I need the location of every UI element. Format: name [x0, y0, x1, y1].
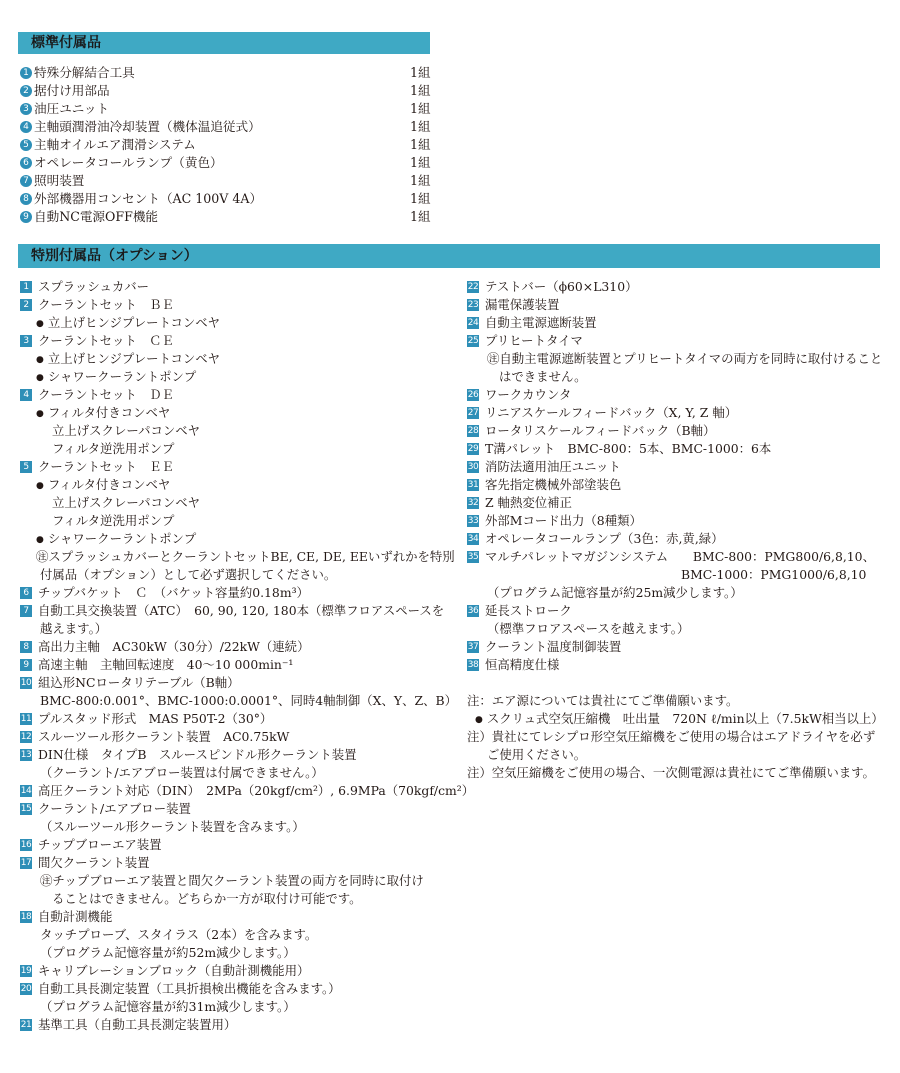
option-item — [467, 422, 887, 440]
number-badge: 28 — [467, 425, 479, 436]
option-item — [467, 656, 887, 674]
list-item — [20, 82, 432, 100]
option-text: チップバケット Ｃ （バケット容量約0.18m³） — [38, 585, 309, 600]
option-detail-line — [467, 674, 887, 692]
option-item — [20, 710, 440, 728]
option-detail-line — [20, 566, 440, 584]
option-item — [20, 458, 440, 476]
option-text: チップブローエア装置 — [38, 837, 162, 852]
option-item — [20, 746, 440, 764]
item-label: 外部機器用コンセント（AC 100V 4A） — [34, 191, 263, 206]
option-text: 自動主電源遮断装置 — [485, 315, 597, 330]
option-detail-line — [20, 512, 440, 530]
option-detail-line — [20, 530, 440, 548]
number-badge: 22 — [467, 281, 479, 292]
option-detail-line — [467, 728, 887, 746]
option-item — [467, 296, 887, 314]
option-item — [467, 602, 887, 620]
option-item — [20, 836, 440, 854]
number-badge: 37 — [467, 641, 479, 652]
option-item — [467, 638, 887, 656]
option-text: 外部Mコード出力（8種類） — [485, 513, 642, 528]
option-text: ● 立上げヒンジプレートコンベヤ — [36, 351, 220, 366]
number-badge: 13 — [20, 749, 32, 760]
item-label: 油圧ユニット — [34, 101, 110, 116]
item-quantity: 1組 — [410, 209, 431, 224]
option-item — [20, 332, 440, 350]
option-text: 注：エア源については貴社にてご準備願います。 — [467, 693, 739, 708]
number-badge: 12 — [20, 731, 32, 742]
option-item — [467, 440, 887, 458]
option-text: ㊟スプラッシュカバーとクーラントセットBE, CE, DE, EEいずれかを特別 — [36, 549, 455, 564]
option-item — [467, 458, 887, 476]
list-item — [20, 100, 432, 118]
option-item — [20, 854, 440, 872]
number-badge: 5 — [20, 461, 32, 473]
item-label: 据付け用部品 — [34, 83, 110, 98]
option-text: 立上げスクレーパコンベヤ — [52, 495, 201, 510]
option-text: ㊟チップブローエア装置と間欠クーラント装置の両方を同時に取付け — [40, 873, 424, 888]
number-badge: 36 — [467, 605, 479, 616]
number-badge: 3 — [20, 335, 32, 347]
option-text: ● スクリュ式空気圧縮機 吐出量 720N ℓ/min以上（7.5kW相当以上） — [475, 711, 884, 726]
item-label: 主軸オイルエア潤滑システム — [34, 137, 196, 152]
number-badge: 5 — [20, 139, 32, 151]
option-text: クーラントセット ＢＥ — [38, 297, 174, 312]
option-text: オペレータコールランプ（3色：赤,黄,緑） — [485, 531, 724, 546]
number-badge: 18 — [20, 911, 32, 922]
option-detail-line — [467, 566, 887, 584]
option-text: （クーラント/エアブロー装置は付属できません。） — [40, 765, 324, 780]
option-text: テストバー（ϕ60×L310） — [485, 279, 638, 294]
option-text: キャリブレーションブロック（自動計測機能用） — [38, 963, 310, 978]
item-quantity: 1組 — [410, 65, 431, 80]
number-badge: 11 — [20, 713, 32, 724]
option-detail-line — [467, 692, 887, 710]
option-detail-line — [20, 494, 440, 512]
list-item — [20, 208, 432, 226]
option-detail-line — [20, 350, 440, 368]
number-badge: 6 — [20, 157, 32, 169]
number-badge: 26 — [467, 389, 479, 400]
number-badge: 21 — [20, 1019, 32, 1030]
option-detail-line — [20, 998, 440, 1016]
number-badge: 31 — [467, 479, 479, 490]
option-text: クーラント温度制御装置 — [485, 639, 622, 654]
option-item — [20, 782, 475, 800]
number-badge: 4 — [20, 389, 32, 401]
number-badge: 9 — [20, 659, 32, 671]
list-item — [20, 64, 432, 82]
option-item — [20, 278, 440, 296]
option-detail-line — [20, 314, 440, 332]
item-quantity: 1組 — [410, 119, 431, 134]
option-item — [20, 584, 440, 602]
option-text: リニアスケールフィードバック（X, Y, Z 軸） — [485, 405, 738, 420]
item-quantity: 1組 — [410, 101, 431, 116]
number-badge: 9 — [20, 211, 32, 223]
number-badge: 6 — [20, 587, 32, 599]
option-text: （スルーツール形クーラント装置を含みます。） — [40, 819, 305, 834]
item-label: 特殊分解結合工具 — [34, 65, 135, 80]
number-badge: 25 — [467, 335, 479, 346]
item-quantity: 1組 — [410, 137, 431, 152]
option-text: ● フィルタ付きコンベヤ — [36, 405, 170, 420]
option-item — [467, 278, 887, 296]
number-badge: 1 — [20, 281, 32, 293]
standard-accessories-header: 標準付属品 — [18, 32, 430, 54]
option-detail-line — [467, 368, 887, 386]
option-text: はできません。 — [499, 369, 587, 384]
option-text: クーラントセット ＤＥ — [38, 387, 174, 402]
option-text: マルチパレットマガジンシステム BMC-800：PMG800/6,8,10、 — [485, 549, 875, 564]
option-text: タッチプローブ、スタイラス（2本）を含みます。 — [40, 927, 318, 942]
number-badge: 8 — [20, 641, 32, 653]
option-item — [20, 638, 440, 656]
option-detail-line — [467, 746, 887, 764]
number-badge: 27 — [467, 407, 479, 418]
number-badge: 38 — [467, 659, 479, 670]
option-item — [467, 476, 887, 494]
list-item — [20, 154, 432, 172]
option-item — [20, 800, 440, 818]
item-label: 自動NC電源OFF機能 — [34, 209, 159, 224]
option-detail-line — [20, 440, 440, 458]
option-detail-line — [20, 764, 440, 782]
option-item — [467, 512, 887, 530]
option-detail-line — [20, 368, 440, 386]
option-text: スルーツール形クーラント装置 AC0.75kW — [38, 729, 290, 744]
option-item — [20, 728, 440, 746]
number-badge: 14 — [20, 785, 32, 796]
option-text: 自動工具交換装置（ATC） 60, 90, 120, 180本（標準フロアスペースを — [38, 603, 445, 618]
option-text: BMC-1000：PMG1000/6,8,10 — [681, 567, 867, 582]
standard-accessories-list — [20, 64, 432, 226]
number-badge: 10 — [20, 677, 32, 688]
optional-list-right — [467, 278, 887, 782]
option-text: 延長ストローク — [485, 603, 572, 618]
number-badge: 20 — [20, 983, 32, 994]
option-text: ワークカウンタ — [485, 387, 572, 402]
number-badge: 30 — [467, 461, 479, 472]
number-badge: 19 — [20, 965, 32, 976]
number-badge: 24 — [467, 317, 479, 328]
option-text: 恒高精度仕様 — [485, 657, 560, 672]
list-item — [20, 172, 432, 190]
option-detail-line — [467, 584, 887, 602]
option-text: （プログラム記憶容量が約52m減少します。） — [40, 945, 296, 960]
option-item — [20, 602, 445, 620]
option-text: ● 立上げヒンジプレートコンベヤ — [36, 315, 220, 330]
option-item — [467, 548, 887, 566]
option-text: 自動工具長測定装置（工具折損検出機能を含みます。） — [38, 981, 341, 996]
option-text: 基準工具（自動工具長測定装置用） — [38, 1017, 237, 1032]
list-item — [20, 136, 432, 154]
number-badge: 8 — [20, 193, 32, 205]
option-text: 越えます。） — [40, 621, 108, 636]
option-text: ● シャワークーラントポンプ — [36, 369, 196, 384]
number-badge: 16 — [20, 839, 32, 850]
option-text: 間欠クーラント装置 — [38, 855, 150, 870]
item-label: オペレータコールランプ（黄色） — [34, 155, 223, 170]
option-text: 消防法適用油圧ユニット — [485, 459, 621, 474]
option-detail-line — [20, 620, 440, 638]
number-badge: 7 — [20, 605, 32, 617]
option-item — [467, 386, 887, 404]
number-badge: 17 — [20, 857, 32, 868]
option-text: ● フィルタ付きコンベヤ — [36, 477, 170, 492]
option-text: クーラントセット ＥＥ — [38, 459, 174, 474]
option-item — [20, 656, 440, 674]
option-detail-line — [20, 548, 455, 566]
option-text: 付属品（オプション）として必ず選択してください。 — [40, 567, 337, 582]
option-detail-line — [20, 476, 440, 494]
option-item — [20, 908, 440, 926]
option-text: T溝パレット BMC-800：5本、BMC-1000：6本 — [485, 441, 772, 456]
number-badge: 2 — [20, 299, 32, 311]
option-text: 立上げスクレーパコンベヤ — [52, 423, 201, 438]
option-text: クーラントセット ＣＥ — [38, 333, 174, 348]
option-text: 客先指定機械外部塗装色 — [485, 477, 622, 492]
option-text: DIN仕様 タイプB スルースピンドル形クーラント装置 — [38, 747, 357, 762]
option-item — [467, 332, 887, 350]
option-text: 高圧クーラント対応（DIN） 2MPa（20kgf/cm²）, 6.9MPa（70kgf/cm²） — [38, 783, 475, 798]
item-quantity: 1組 — [410, 173, 431, 188]
option-text: プリヒートタイマ — [485, 333, 583, 348]
option-text: Z 軸熱変位補正 — [485, 495, 572, 510]
option-text: ㊟自動主電源遮断装置とプリヒートタイマの両方を同時に取付けること — [487, 351, 883, 366]
option-text: プルスタッド形式 MAS P50T-2（30°） — [38, 711, 273, 726]
item-label: 主軸頭潤滑油冷却装置（機体温追従式） — [34, 119, 261, 134]
option-detail-line — [20, 404, 440, 422]
option-item — [20, 296, 440, 314]
option-text: ることはできません。どちらか一方が取付け可能です。 — [52, 891, 362, 906]
number-badge: 15 — [20, 803, 32, 814]
option-item — [467, 530, 887, 548]
option-item — [467, 314, 887, 332]
number-badge: 35 — [467, 551, 479, 562]
option-text: ロータリスケールフィードバック（B軸） — [485, 423, 716, 438]
option-detail-line — [467, 620, 887, 638]
list-item — [20, 190, 432, 208]
option-text: BMC-800:0.001°、BMC-1000:0.0001°、同時4軸制御（X、Y、Z、B） — [40, 693, 457, 708]
option-text: フィルタ逆洗用ポンプ — [52, 441, 175, 456]
number-badge: 33 — [467, 515, 479, 526]
number-badge: 3 — [20, 103, 32, 115]
number-badge: 4 — [20, 121, 32, 133]
number-badge: 2 — [20, 85, 32, 97]
option-detail-line — [20, 926, 440, 944]
option-detail-line — [467, 710, 887, 728]
option-item — [20, 386, 440, 404]
optional-accessories-header: 特別付属品（オプション） — [18, 244, 880, 268]
option-detail-line — [467, 350, 887, 368]
list-item — [20, 118, 432, 136]
option-text: フィルタ逆洗用ポンプ — [52, 513, 175, 528]
option-text: 高速主軸 主軸回転速度 40～10 000min⁻¹ — [38, 657, 294, 672]
number-badge: 7 — [20, 175, 32, 187]
item-quantity: 1組 — [410, 83, 431, 98]
option-text: （標準フロアスペースを越えます。） — [487, 621, 690, 636]
option-text: 注）空気圧縮機をご使用の場合、一次側電源は貴社にてご準備願います。 — [467, 765, 875, 780]
option-text: 自動計測機能 — [38, 909, 113, 924]
option-detail-line — [20, 944, 440, 962]
number-badge: 32 — [467, 497, 479, 508]
number-badge: 23 — [467, 299, 479, 310]
option-detail-line — [467, 764, 887, 782]
option-detail-line — [20, 872, 440, 890]
number-badge: 29 — [467, 443, 479, 454]
option-item — [20, 980, 440, 998]
option-text: （プログラム記憶容量が約25m減少します。） — [487, 585, 743, 600]
option-item — [20, 1016, 440, 1034]
option-text: （プログラム記憶容量が約31m減少します。） — [40, 999, 296, 1014]
option-text: クーラント/エアブロー装置 — [38, 801, 191, 816]
item-label: 照明装置 — [34, 173, 85, 188]
option-detail-line — [20, 422, 440, 440]
number-badge: 1 — [20, 67, 32, 79]
option-text: ● シャワークーラントポンプ — [36, 531, 196, 546]
option-detail-line — [20, 692, 457, 710]
item-quantity: 1組 — [410, 155, 431, 170]
option-text: 組込形NCロータリテーブル（B軸） — [38, 675, 240, 690]
option-item — [20, 962, 440, 980]
option-item — [467, 494, 887, 512]
number-badge: 34 — [467, 533, 479, 544]
item-quantity: 1組 — [410, 191, 431, 206]
option-item — [467, 404, 887, 422]
option-text: スプラッシュカバー — [38, 279, 150, 294]
option-text: 高出力主軸 AC30kW（30分）/22kW（連続） — [38, 639, 310, 654]
option-text: 注）貴社にてレシプロ形空気圧縮機をご使用の場合はエアドライヤを必ず — [467, 729, 876, 744]
option-detail-line — [20, 818, 440, 836]
option-item — [20, 674, 440, 692]
option-text: 漏電保護装置 — [485, 297, 560, 312]
option-text: ご使用ください。 — [487, 747, 587, 762]
option-detail-line — [20, 890, 440, 908]
